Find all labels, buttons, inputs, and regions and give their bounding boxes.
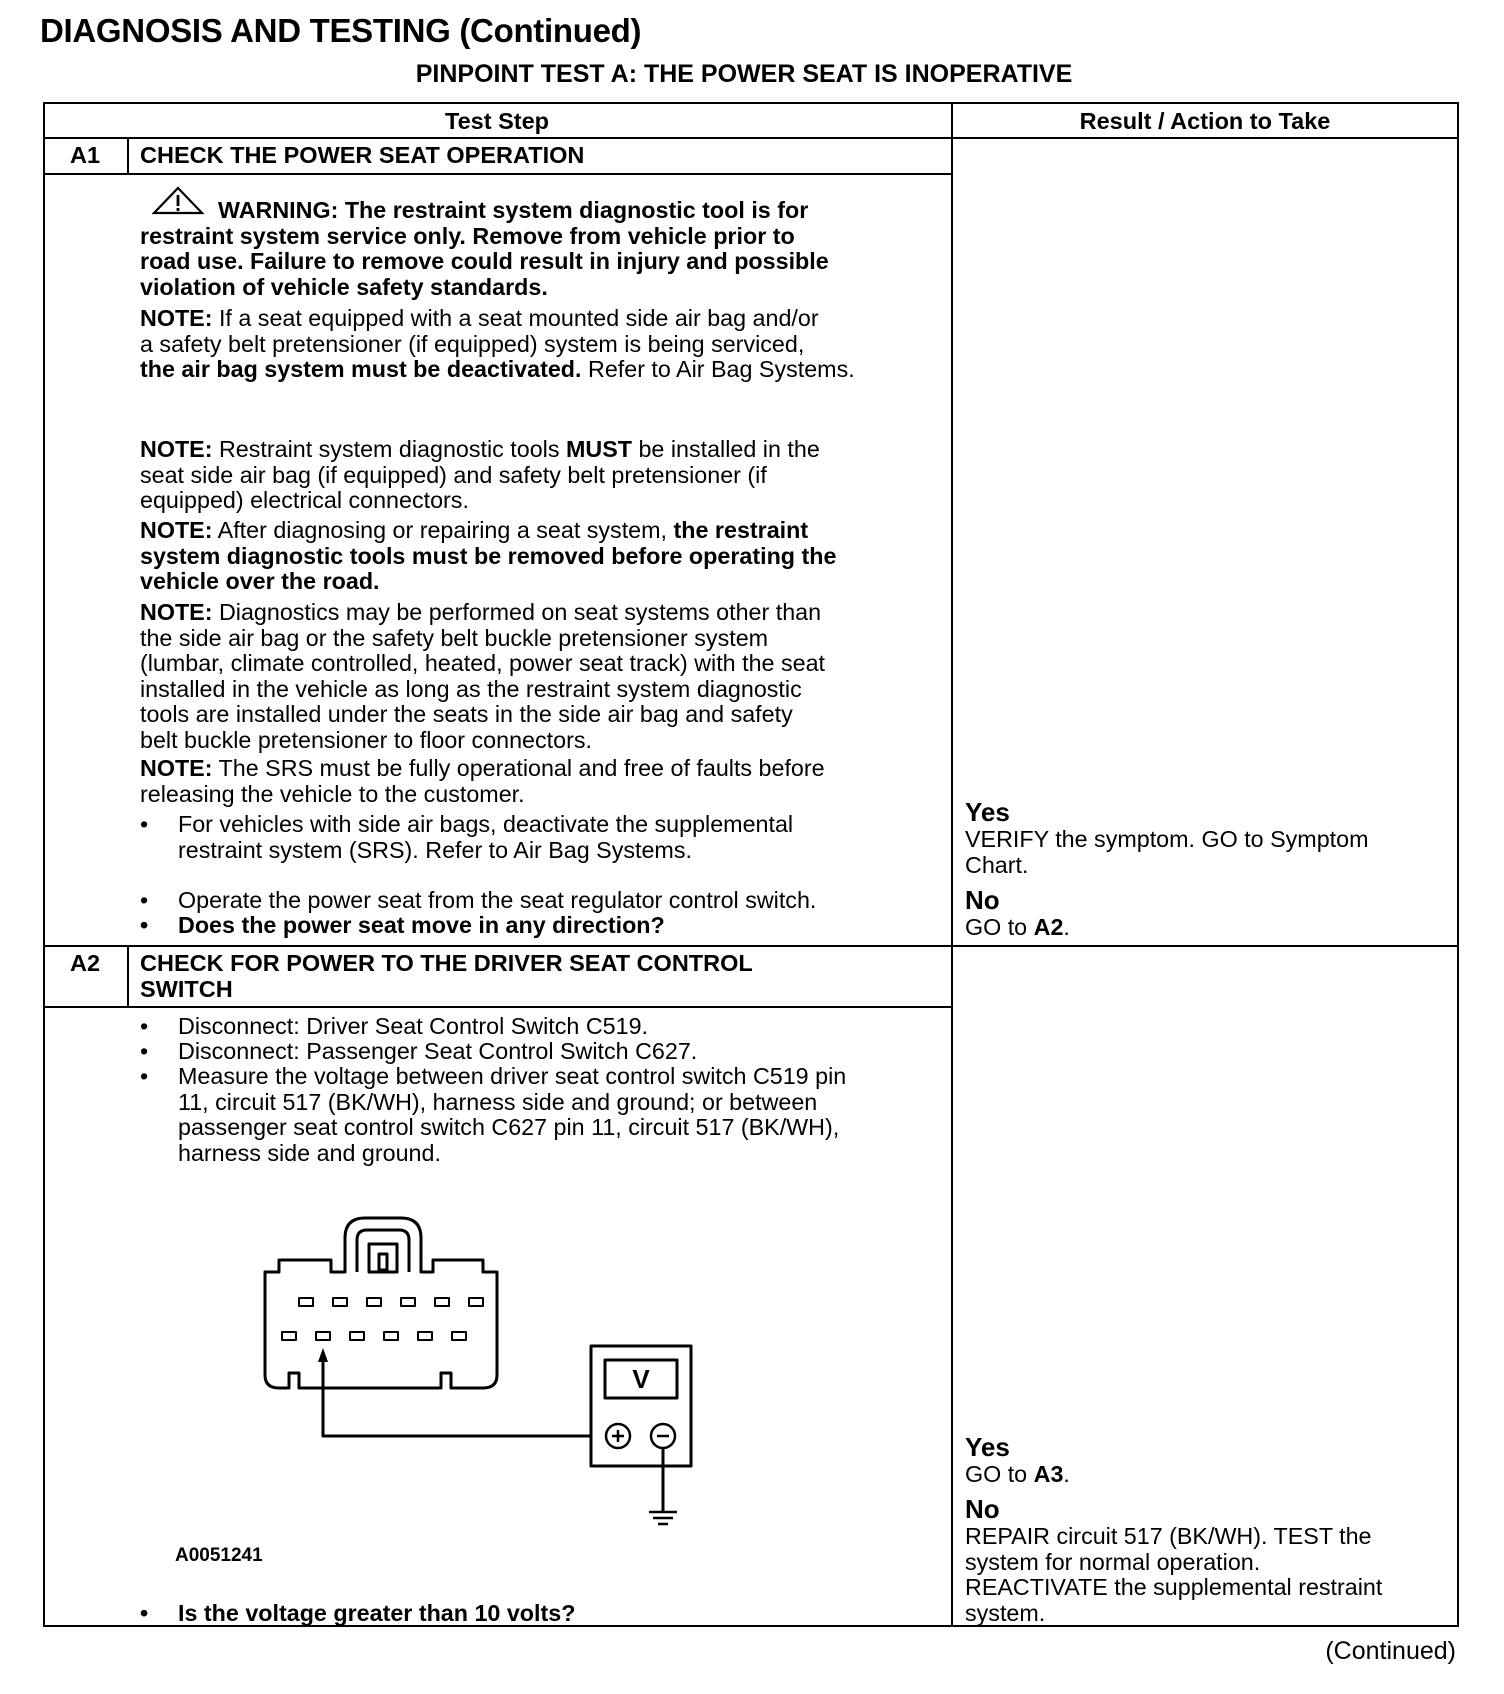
step-divider — [43, 945, 1459, 947]
a2-id-divider — [127, 945, 129, 1006]
step-id-a2: A2 — [69, 950, 101, 976]
a1-id-divider — [127, 137, 129, 173]
column-header-test-step: Test Step — [444, 108, 550, 134]
pin-11 — [316, 1332, 330, 1340]
figure-id: A0051241 — [175, 1545, 263, 1566]
note-srs-operational: NOTE: The SRS must be fully operational and free of faults before releasing the vehicle to the customer. — [140, 755, 825, 807]
step-id-a1: A1 — [69, 142, 101, 168]
note-diagnostic-tools: NOTE: Restraint system diagnostic tools MUST be installed in the seat side air bag (if equipped) and safety belt pretensioner (if equipped) electrical connectors. — [140, 436, 820, 513]
step-title-a2: CHECK FOR POWER TO THE DRIVER SEAT CONTROL SWITCH — [140, 950, 753, 1002]
a2-result-no-label: No — [965, 1494, 1000, 1524]
note-seat-airbag: NOTE: If a seat equipped with a seat mounted side air bag and/or a safety belt pretensioner (if equipped) system is being serviced, the air bag system must be deactivated. Refer to Air Bag Systems. — [140, 305, 855, 382]
warning-text: WARNING: The restraint system diagnostic tool is for restraint system service only. Remove from vehicle prior to road use. Failure to remove could result in injury and possible violation of vehicle safety standards. — [140, 197, 829, 300]
column-header-result: Result / Action to Take — [1079, 108, 1331, 134]
pinpoint-test-title: PINPOINT TEST A: THE POWER SEAT IS INOPERATIVE — [415, 60, 1073, 88]
a1-result-yes-label: Yes — [965, 797, 1010, 827]
page-title: DIAGNOSIS AND TESTING (Continued) — [40, 12, 642, 49]
goto-a3-link[interactable]: A3 — [1033, 1461, 1064, 1487]
a1-result-yes-text: VERIFY the symptom. GO to Symptom Chart. — [965, 826, 1369, 878]
meter-symbol: V — [632, 1364, 650, 1394]
a2-result-yes-label: Yes — [965, 1432, 1010, 1462]
note-other-seat-systems: NOTE: Diagnostics may be performed on seat systems other than the side air bag or the safety belt buckle pretensioner system (lumbar, climate controlled, heated, power seat track) with the seat installed in the vehicle as long as the restraint system diagnostic tools are installed under the seats in the side air bag and safety belt buckle pretensioner to floor connectors. — [140, 599, 825, 753]
a1-result-no-label: No — [965, 885, 1000, 915]
voltmeter-connector-diagram — [255, 1210, 715, 1550]
note-remove-tools: NOTE: After diagnosing or repairing a seat system, the restraint system diagnostic tools must be removed before operating the vehicle over the road. — [140, 517, 837, 594]
a1-result-no-text: GO to A2. — [965, 914, 1070, 940]
continued-label: (Continued) — [1325, 1637, 1456, 1665]
goto-a2-link[interactable]: A2 — [1033, 914, 1064, 940]
probe-wire — [323, 1358, 591, 1436]
a2-result-yes-text: GO to A3. — [965, 1461, 1070, 1487]
step-title-a1: CHECK THE POWER SEAT OPERATION — [140, 142, 585, 168]
a1-title-divider — [43, 173, 951, 175]
a2-result-no-text: REPAIR circuit 517 (BK/WH). TEST the system for normal operation. REACTIVATE the supplemental restraint system. — [965, 1523, 1383, 1626]
column-divider — [951, 102, 953, 1627]
connector-latch — [357, 1230, 409, 1272]
a2-title-divider — [43, 1006, 951, 1008]
